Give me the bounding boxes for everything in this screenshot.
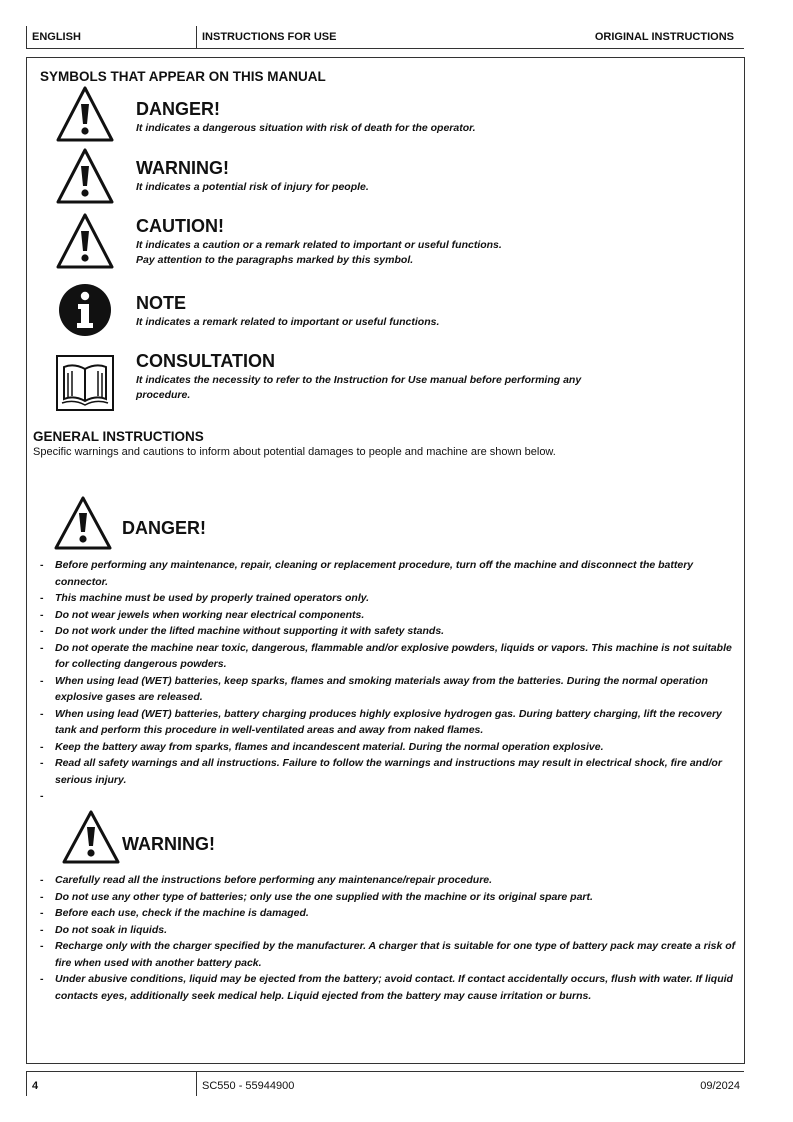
symbol-heading-caution: CAUTION! xyxy=(136,216,224,236)
footer-divider xyxy=(196,1072,197,1096)
symbol-heading-warning: WARNING! xyxy=(136,158,229,178)
manual-book-icon xyxy=(54,353,116,413)
danger-heading: DANGER! xyxy=(122,518,206,538)
warning-item: - Under abusive conditions, liquid may be ejected from the battery; avoid contact. If contact accidentally occurs, flush with water. If liquid contacts eyes, additionally seek medical help. Liquid ejected from the battery may cause irritation or burns. xyxy=(40,971,740,1004)
header-section: INSTRUCTIONS FOR USE xyxy=(202,31,337,43)
warning-item: - Carefully read all the instructions before performing any maintenance/repair procedure. xyxy=(40,872,740,889)
danger-item: - This machine must be used by properly trained operators only. xyxy=(40,590,740,607)
danger-item: - Do not work under the lifted machine without supporting it with safety stands. xyxy=(40,623,740,640)
page-footer xyxy=(26,1071,744,1096)
warning-triangle-icon xyxy=(60,808,122,866)
general-title: GENERAL INSTRUCTIONS xyxy=(33,429,204,444)
footer-model: SC550 - 55944900 xyxy=(202,1080,295,1092)
warning-triangle-icon xyxy=(54,211,116,271)
danger-item: - Read all safety warnings and all instructions. Failure to follow the warnings and instructions may result in electrical shock, fire and/or serious injury. xyxy=(40,755,740,788)
info-icon xyxy=(54,280,116,340)
symbol-heading-note: NOTE xyxy=(136,293,187,313)
header-divider xyxy=(196,26,197,48)
symbol-desc-danger: It indicates a dangerous situation with risk of death for the operator. xyxy=(136,122,476,134)
warning-item: - Before each use, check if the machine is damaged. xyxy=(40,905,740,922)
general-desc: Specific warnings and cautions to inform about potential damages to people and machine are shown below. xyxy=(33,446,556,458)
danger-item: - Do not wear jewels when working near electrical components. xyxy=(40,607,740,624)
header-original: ORIGINAL INSTRUCTIONS xyxy=(594,31,734,43)
danger-item: - Before performing any maintenance, repair, cleaning or replacement procedure, turn off the machine and disconnect the battery connector. xyxy=(40,557,740,590)
warning-triangle-icon xyxy=(54,84,116,144)
danger-item: - Do not operate the machine near toxic, dangerous, flammable and/or explosive powders, liquids or vapors. This machine is not suitable for collecting dangerous powders. xyxy=(40,640,740,673)
footer-page-number: 4 xyxy=(32,1080,39,1092)
symbol-desc-consultation: It indicates the necessity to refer to the Instruction for Use manual before performing any procedure. xyxy=(136,374,582,401)
symbols-title: SYMBOLS THAT APPEAR ON THIS MANUAL xyxy=(40,69,326,84)
symbol-desc-caution: It indicates a caution or a remark related to important or useful functions. Pay attention to the paragraphs marked by this symbol. xyxy=(136,239,502,266)
symbol-heading-consultation: CONSULTATION xyxy=(136,351,275,371)
symbol-desc-note: It indicates a remark related to important or useful functions. xyxy=(136,316,440,328)
footer-divider xyxy=(26,1072,27,1096)
danger-item: - Keep the battery away from sparks, flames and incandescent material. During the normal operation explosive. xyxy=(40,739,740,756)
danger-list xyxy=(40,557,740,788)
symbol-desc-warning: It indicates a potential risk of injury for people. xyxy=(136,181,369,193)
warning-item: - Do not use any other type of batteries; only use the one supplied with the machine or its original spare part. xyxy=(40,889,740,906)
symbol-heading-danger: DANGER! xyxy=(136,99,220,119)
warning-triangle-icon xyxy=(54,146,116,206)
warning-heading: WARNING! xyxy=(122,834,215,854)
warning-list xyxy=(40,872,740,1004)
danger-item: - When using lead (WET) batteries, keep sparks, flames and smoking materials away from the batteries. During the normal operation explosive gases are released. xyxy=(40,673,740,706)
footer-date: 09/2024 xyxy=(700,1080,740,1092)
page-header xyxy=(26,26,744,49)
header-divider xyxy=(26,26,27,48)
warning-item: - Do not soak in liquids. xyxy=(40,922,740,939)
danger-item: - When using lead (WET) batteries, battery charging produces highly explosive hydrogen gas. During battery charging, lift the recovery tank and perform this procedure in well-ventilated areas and away from naked flames. xyxy=(40,706,740,739)
header-language: ENGLISH xyxy=(32,31,81,43)
warning-triangle-icon xyxy=(52,494,114,552)
warning-item: - Recharge only with the charger specified by the manufacturer. A charger that is suitable for one type of battery pack may create a risk of fire when used with another battery pack. xyxy=(40,938,740,971)
